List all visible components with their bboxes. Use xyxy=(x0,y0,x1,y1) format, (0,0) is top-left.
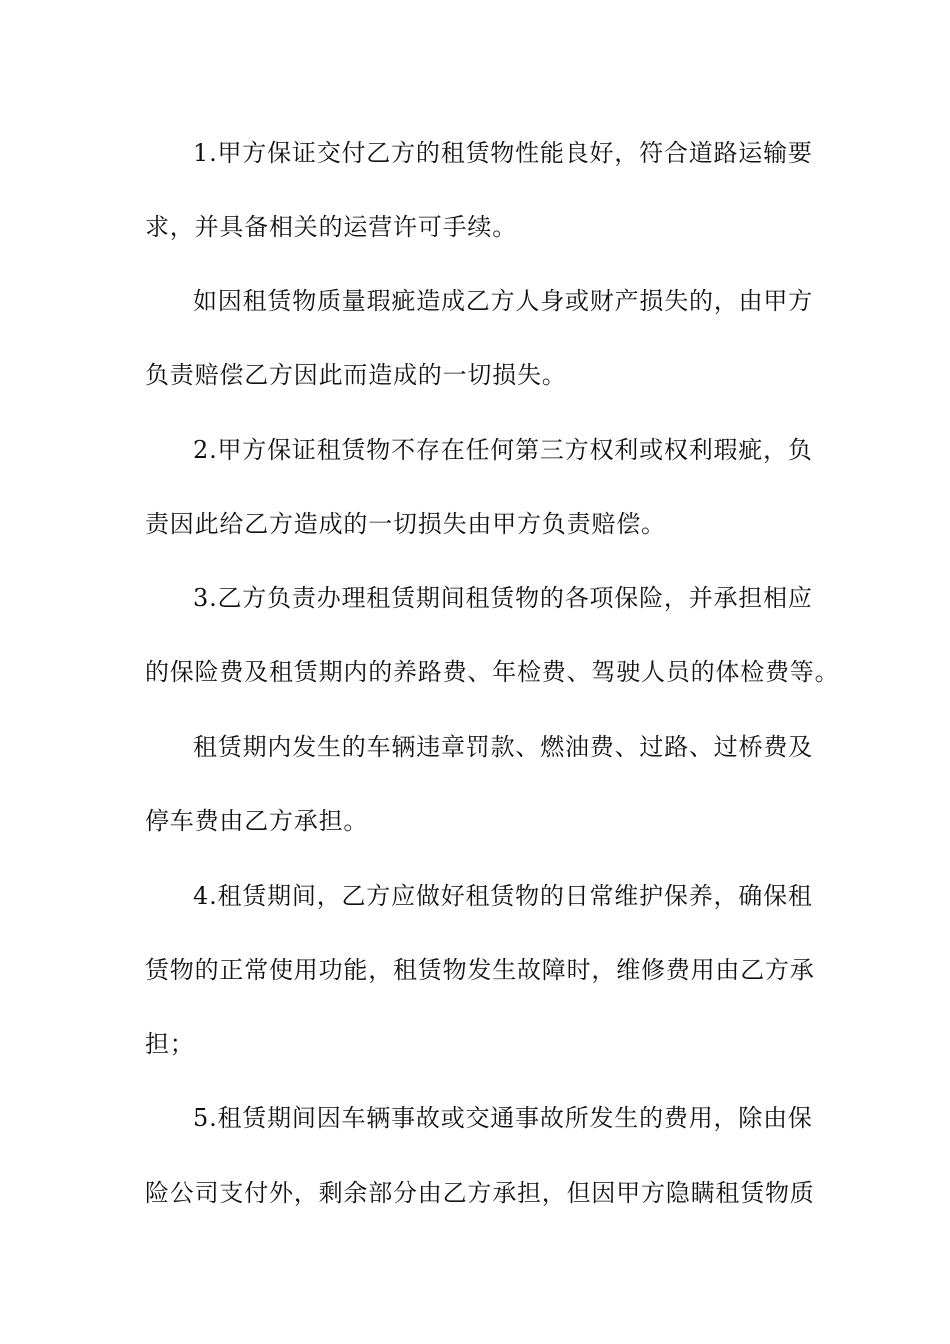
paragraph-6-line-1: 4.租赁期间，乙方应做好租赁物的日常维护保养，确保租 xyxy=(193,882,813,910)
paragraph-1-line-1: 1.甲方保证交付乙方的租赁物性能良好，符合道路运输要 xyxy=(193,139,813,167)
paragraph-7-line-2: 险公司支付外，剩余部分由乙方承担，但因甲方隐瞒租赁物质 xyxy=(145,1179,815,1207)
paragraph-5-line-1: 租赁期内发生的车辆违章罚款、燃油费、过路、过桥费及 xyxy=(193,733,813,761)
paragraph-3-line-2: 责因此给乙方造成的一切损失由甲方负责赔偿。 xyxy=(145,510,666,538)
paragraph-6-line-3: 担； xyxy=(145,1030,195,1058)
paragraph-2-line-2: 负责赔偿乙方因此而造成的一切损失。 xyxy=(145,361,567,389)
paragraph-5-line-2: 停车费由乙方承担。 xyxy=(145,807,369,835)
paragraph-7-line-1: 5.租赁期间因车辆事故或交通事故所发生的费用，除由保 xyxy=(193,1104,813,1132)
paragraph-4-line-1: 3.乙方负责办理租赁期间租赁物的各项保险，并承担相应 xyxy=(193,584,813,612)
paragraph-4-line-2: 的保险费及租赁期内的养路费、年检费、驾驶人员的体检费等。 xyxy=(145,658,840,686)
paragraph-2-line-1: 如因租赁物质量瑕疵造成乙方人身或财产损失的，由甲方 xyxy=(193,287,813,315)
paragraph-1-line-2: 求，并具备相关的运营许可手续。 xyxy=(145,213,517,241)
paragraph-3-line-1: 2.甲方保证租赁物不存在任何第三方权利或权利瑕疵，负 xyxy=(193,436,813,464)
paragraph-6-line-2: 赁物的正常使用功能，租赁物发生故障时，维修费用由乙方承 xyxy=(145,956,815,984)
